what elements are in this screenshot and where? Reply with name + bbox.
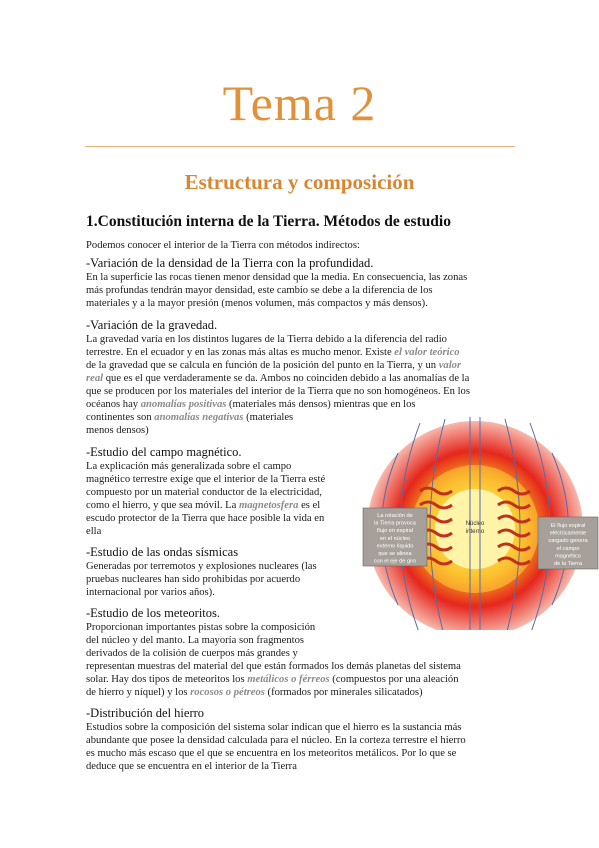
right-caption-line: eléctricamente	[549, 530, 587, 537]
heading-hierro: -Distribución del hierro	[86, 706, 205, 720]
text-line: Proporcionan importantes pistas sobre la composición	[86, 622, 316, 633]
text-line: internacional por varios años).	[86, 587, 215, 598]
term-valor-teorico: el valor teórico	[394, 347, 460, 358]
text-line: menos densos)	[86, 425, 149, 436]
right-caption-line: el campo	[556, 545, 580, 552]
text-line: es mucho más escaso que el que se encuentra en los meteoritos metálicos. Por lo que se	[86, 748, 457, 759]
text-line: representan muestras del material del que están formados los demás planetas del sistema	[86, 661, 461, 672]
term-rocosos: rocosos o pétreos	[190, 687, 265, 698]
section-heading: 1.Constitución interna de la Tierra. Métodos de estudio	[86, 213, 451, 230]
text-line: Generadas por terremotos y explosiones nucleares (las	[86, 561, 317, 572]
left-caption-line: flujo en espiral	[376, 528, 414, 535]
text-line: magnético terrestre exige que el interior de la Tierra esté	[86, 474, 326, 485]
heading-magnetico: -Estudio del campo magnético.	[86, 445, 242, 459]
right-caption-line: magnético	[555, 553, 581, 560]
left-caption-line: La rotación de	[377, 513, 413, 519]
text-line: Estudios sobre la composición del sistema solar indican que el hierro es la sustancia más	[86, 722, 462, 733]
text-line: continentes son anomalías negativas (materiales	[86, 412, 294, 423]
heading-meteoritos: -Estudio de los meteoritos.	[86, 606, 221, 620]
heading-gravedad: -Variación de la gravedad.	[86, 318, 218, 332]
left-caption-line: en el núcleo	[379, 535, 411, 542]
earth-core-diagram	[360, 413, 599, 630]
center-caption-line: interno	[465, 529, 485, 535]
term-valor-real: real	[86, 373, 104, 384]
text-line: La gravedad varía en los distintos lugares de la Tierra debido a la diferencia del radio	[86, 334, 447, 345]
term-anomalias-negativas: anomalías negativas	[154, 412, 244, 423]
term-metalicos: metálicos o férreos	[247, 674, 330, 685]
text-line: ella	[86, 526, 102, 537]
text-line: terrestre. En el ecuador y en las zonas más altas es mucho menor. Existe el valor teórico	[86, 347, 460, 358]
text-line: como el hierro, y que sea móvil. La magnetosfera es el	[86, 500, 321, 511]
text-line: pruebas nucleares han sido prohibidas por acuerdo	[86, 574, 301, 585]
text-line: materiales y a la mayor presión (menos volumen, más compactos y más densos).	[86, 298, 428, 309]
text-line: deduce que se encuentra en el interior de la Tierra	[86, 761, 297, 772]
center-caption-line: Núcleo	[465, 521, 485, 527]
left-caption-line: externo líquido	[376, 543, 414, 550]
text-line: del núcleo y del manto. La mayoría son fragmentos	[86, 635, 304, 646]
text-line: solar. Hay dos tipos de meteoritos los metálicos o férreos (compuestos por una aleación	[86, 674, 459, 685]
right-caption-line: de la Tierra	[554, 561, 582, 567]
page-title: Tema 2	[222, 75, 377, 131]
intro-text: Podemos conocer el interior de la Tierra con métodos indirectos:	[86, 240, 360, 251]
term-magnetosfera: magnetosfera	[238, 500, 299, 511]
right-caption-line: El flujo espiral	[550, 523, 586, 529]
right-caption-line: cargado genera	[548, 538, 588, 545]
text-line: real que es el que verdaderamente se da. Ambos no coinciden debido a las anomalías de la	[86, 373, 470, 384]
text-line: océanos hay anomalías positivas (materiales más densos) mientras que en los	[86, 399, 416, 410]
text-line: La explicación más generalizada sobre el campo	[86, 461, 292, 472]
text-line: abundante que posee la densidad calculada para el núcleo. En la corteza terrestre el hierro	[86, 735, 466, 746]
text-line: de la gravedad que se calcula en función de la posición del punto en la Tierra, y un valor	[86, 360, 462, 371]
text-line: En la superficie las rocas tienen menor densidad que la media. En consecuencia, las zonas	[86, 272, 468, 283]
heading-sismicas: -Estudio de las ondas sísmicas	[86, 545, 239, 559]
text-line: que se producen por los materiales del interior de la Tierra que no son homogéneos. En los	[86, 386, 470, 397]
text-line: derivados de la colisión de cuerpos más grandes y	[86, 648, 298, 659]
left-caption-line: la Tierra provoca	[374, 520, 416, 527]
term-anomalias-positivas: anomalías positivas	[140, 399, 227, 410]
text-line: más profundas tendrán mayor densidad, este cambio se debe a la diferencia de los	[86, 285, 433, 296]
heading-densidad: -Variación de la densidad de la Tierra con la profundidad.	[86, 256, 374, 270]
left-caption-line: con el eje de giro	[373, 558, 417, 565]
title-rule	[85, 146, 515, 147]
page-subtitle: Estructura y composición	[184, 170, 415, 194]
text-line: compuesto por un material conductor de la electricidad,	[86, 487, 322, 498]
text-line: de hierro y níquel) y los rocosos o pétreos (formados por minerales silicatados)	[86, 687, 423, 698]
left-caption-line: que se alinea	[378, 551, 412, 557]
text-line: escudo protector de la Tierra que hace posible la vida en	[86, 513, 325, 524]
earth-core-figure	[360, 413, 599, 630]
